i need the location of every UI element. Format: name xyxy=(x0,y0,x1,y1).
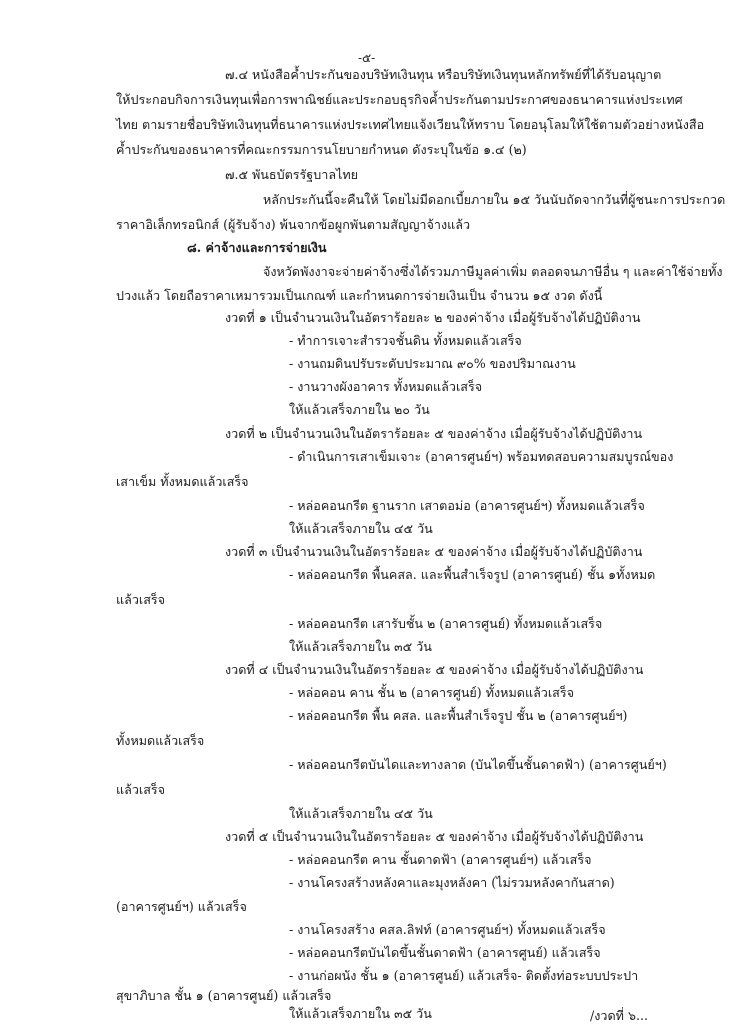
clause-7-5-line-1: หลักประกันนี้จะคืนให้ โดยไม่มีดอกเบี้ยภายใน ๑๕ วันนับถัดจากวันที่ผู้ชนะการประกวด xyxy=(263,192,726,207)
section-8-heading: ๘. ค่าจ้างและการจ่ายเงิน xyxy=(187,240,327,255)
installment-2-item-1: - ดำเนินการเสาเข็มเจาะ (อาคารศูนย์ฯ) พร้อมทดสอบความสมบูรณ์ของ xyxy=(289,449,674,464)
installment-5-deadline: ให้แล้วเสร็จภายใน ๓๕ วัน xyxy=(289,1006,432,1021)
installment-1-heading: งวดที่ ๑ เป็นจำนวนเงินในอัตราร้อยละ ๒ ของค่าจ้าง เมื่อผู้รับจ้างได้ปฏิบัติงาน xyxy=(225,310,641,325)
installment-5-item-3: - งานโครงสร้าง คสล.ลิฟท์ (อาคารศูนย์ฯ) ทั้งหมดแล้วเสร็จ xyxy=(289,922,606,937)
clause-7-4-line-3: ไทย ตามรายชื่อบริษัทเงินทุนที่ธนาคารแห่งประเทศไทยแจ้งเวียนให้ทราบ โดยอนุโลมให้ใช้ตามตัวอย่างหนังสือ xyxy=(116,117,705,132)
installment-3-item-1: - หล่อคอนกรีต พื้นคสล. และพื้นสำเร็จรูป (อาคารศูนย์) ชั้น ๑ทั้งหมด xyxy=(289,567,656,582)
installment-5-item-1: - หล่อคอนกรีต คาน ชั้นดาดฟ้า (อาคารศูนย์ฯ) แล้วเสร็จ xyxy=(289,852,592,867)
installment-2-deadline: ให้แล้วเสร็จภายใน ๔๕ วัน xyxy=(289,521,433,536)
section-8-para-line-1: จังหวัดพังงาจะจ่ายค่าจ้างซึ่งได้รวมภาษีมูลค่าเพิ่ม ตลอดจนภาษีอื่น ๆ และค่าใช้จ่ายทั้ง xyxy=(263,264,723,279)
installment-5-item-5-cont: สุขาภิบาล ชั้น ๑ (อาคารศูนย์) แล้วเสร็จ xyxy=(116,988,332,1003)
installment-2-item-2: - หล่อคอนกรีต ฐานราก เสาตอม่อ (อาคารศูนย์ฯ) ทั้งหมดแล้วเสร็จ xyxy=(289,498,645,513)
installment-4-item-2-cont: ทั้งหมดแล้วเสร็จ xyxy=(116,733,205,748)
installment-3-item-1-cont: แล้วเสร็จ xyxy=(116,592,166,607)
installment-4-item-3: - หล่อคอนกรีตบันไดและทางลาด (บันไดขึ้นชั้นดาดฟ้า) (อาคารศูนย์ฯ) xyxy=(289,757,667,772)
installment-1-item-1: - ทำการเจาะสำรวจชั้นดิน ทั้งหมดแล้วเสร็จ xyxy=(289,333,522,348)
installment-3-heading: งวดที่ ๓ เป็นจำนวนเงินในอัตราร้อยละ ๕ ของค่าจ้าง เมื่อผู้รับจ้างได้ปฏิบัติงาน xyxy=(225,544,643,559)
installment-5-item-5: - งานก่อผนัง ชั้น ๑ (อาคารศูนย์) แล้วเสร็จ- ติดตั้งท่อระบบประปา xyxy=(289,968,639,983)
clause-7-4-line-1: ๗.๔ หนังสือค้ำประกันของบริษัทเงินทุน หรือบริษัทเงินทุนหลักทรัพย์ที่ได้รับอนุญาต xyxy=(225,67,662,82)
installment-4-item-1: - หล่อคอน คาน ชั้น ๒ (อาคารศูนย์) ทั้งหมดแล้วเสร็จ xyxy=(289,685,574,700)
installment-5-heading: งวดที่ ๕ เป็นจำนวนเงินในอัตราร้อยละ ๕ ของค่าจ้าง เมื่อผู้รับจ้างได้ปฏิบัติงาน xyxy=(225,829,644,844)
installment-5-item-4: - หล่อคอนกรีตบันไดขึ้นชั้นดาดฟ้า (อาคารศูนย์) แล้วเสร็จ xyxy=(289,945,601,960)
installment-3-deadline: ให้แล้วเสร็จภายใน ๓๕ วัน xyxy=(289,639,432,654)
page-number: -๕- xyxy=(358,51,376,65)
installment-5-item-2-cont: (อาคารศูนย์ฯ) แล้วเสร็จ xyxy=(116,899,247,914)
installment-2-item-1-cont: เสาเข็ม ทั้งหมดแล้วเสร็จ xyxy=(116,474,249,489)
installment-4-item-2: - หล่อคอนกรีต พื้น คสล. และพื้นสำเร็จรูป ชั้น ๒ (อาคารศูนย์ฯ) xyxy=(289,708,628,723)
clause-7-5-line-2: ราคาอิเล็กทรอนิกส์ (ผู้รับจ้าง) พ้นจากข้อผูกพันตามสัญญาจ้างแล้ว xyxy=(116,217,471,232)
installment-3-item-2: - หล่อคอนกรีต เสารับชั้น ๒ (อาคารศูนย์) ทั้งหมดแล้วเสร็จ xyxy=(289,616,603,631)
installment-4-item-3-cont: แล้วเสร็จ xyxy=(116,782,166,797)
installment-5-item-2: - งานโครงสร้างหลังคาและมุงหลังคา (ไม่รวมหลังคากันสาด) xyxy=(289,875,615,890)
installment-4-deadline: ให้แล้วเสร็จภายใน ๔๕ วัน xyxy=(289,806,433,821)
clause-7-4-line-4: ค้ำประกันของธนาคารที่คณะกรรมการนโยบายกำหนด ดังระบุในข้อ ๑.๔ (๒) xyxy=(116,142,527,157)
installment-4-heading: งวดที่ ๔ เป็นจำนวนเงินในอัตราร้อยละ ๕ ของค่าจ้าง เมื่อผู้รับจ้างได้ปฏิบัติงาน xyxy=(225,662,644,677)
installment-2-heading: งวดที่ ๒ เป็นจำนวนเงินในอัตราร้อยละ ๕ ของค่าจ้าง เมื่อผู้รับจ้างได้ปฏิบัติงาน xyxy=(225,426,643,441)
clause-7-5-title: ๗.๕ พันธบัตรรัฐบาลไทย xyxy=(225,167,359,182)
installment-1-item-2: - งานถมดินปรับระดับประมาณ ๙๐% ของปริมาณงาน xyxy=(289,356,576,371)
clause-7-4-line-2: ให้ประกอบกิจการเงินทุนเพื่อการพาณิชย์และประกอบธุรกิจค้ำประกันตามประกาศของธนาคารแห่งประเทศ xyxy=(116,92,683,107)
continuation-note: /งวดที่ ๖... xyxy=(590,1008,648,1023)
section-8-para-line-2: ปวงแล้ว โดยถือราคาเหมารวมเป็นเกณฑ์ และกำหนดการจ่ายเงินเป็น จำนวน ๑๕ งวด ดังนี้ xyxy=(116,288,603,303)
installment-1-deadline: ให้แล้วเสร็จภายใน ๒๐ วัน xyxy=(289,402,430,417)
installment-1-item-3: - งานวางผังอาคาร ทั้งหมดแล้วเสร็จ xyxy=(289,379,483,394)
